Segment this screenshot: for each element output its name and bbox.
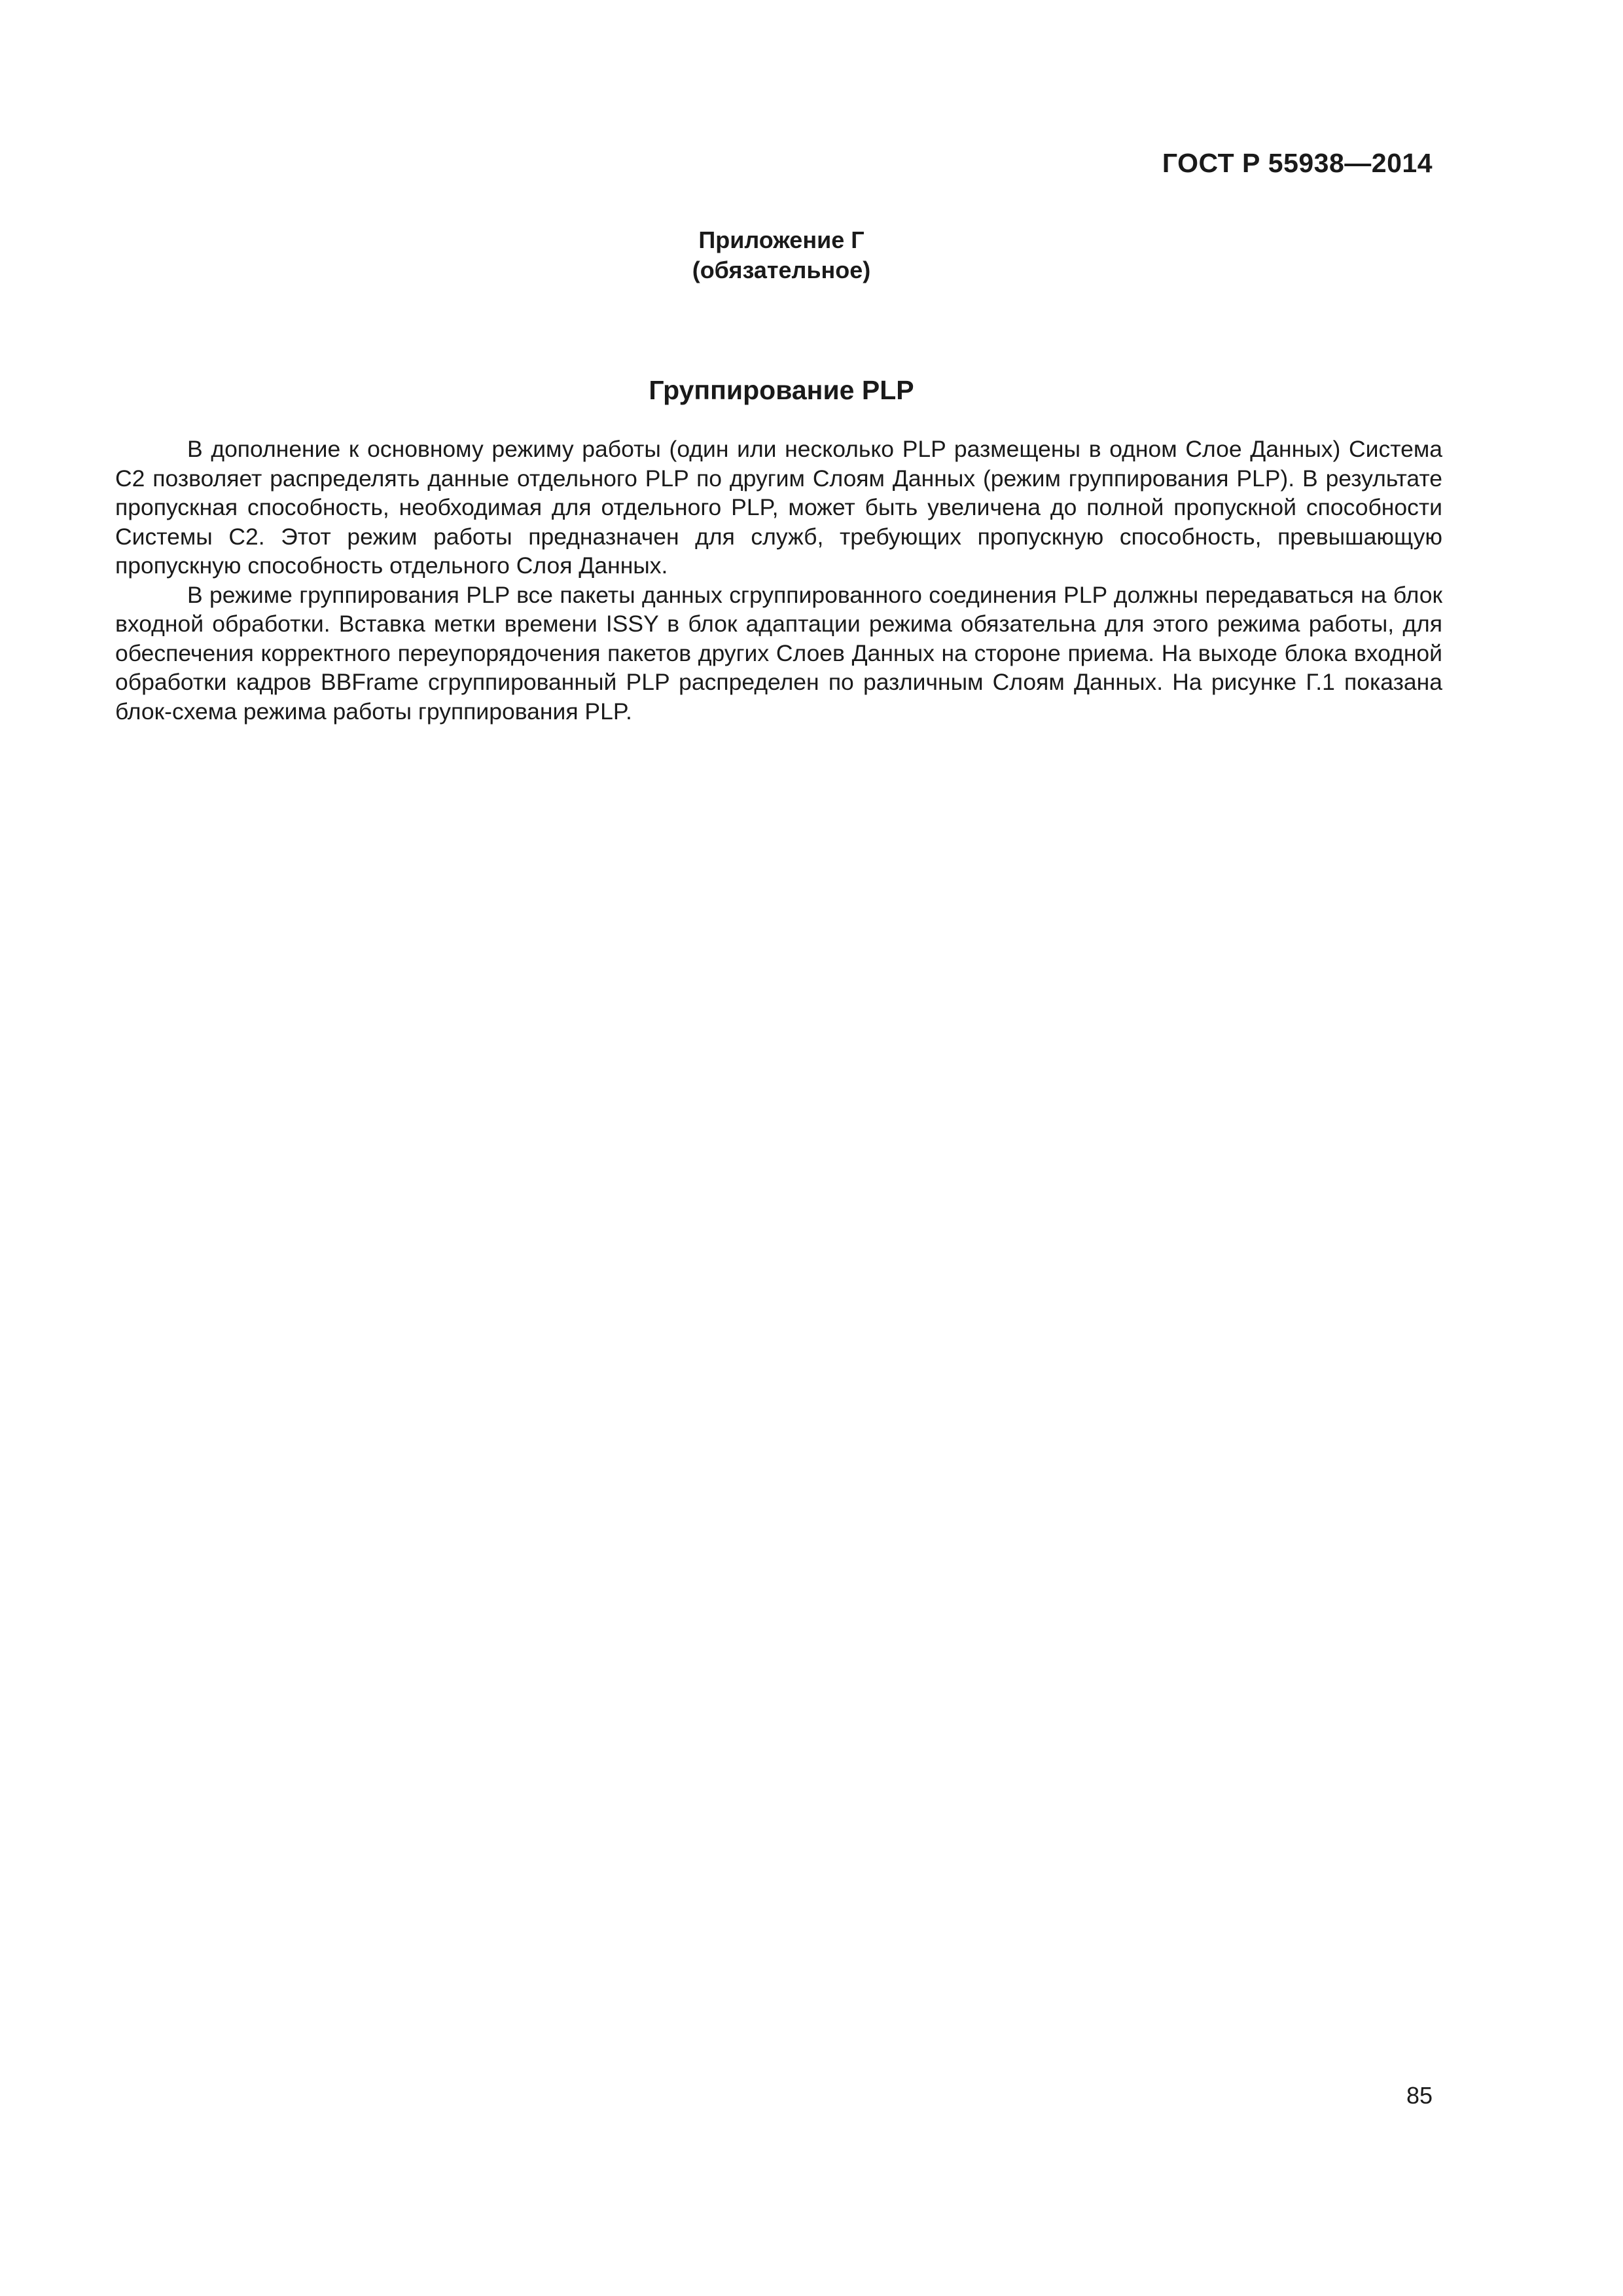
section-title: Группирование PLP	[649, 375, 914, 405]
page-number: 85	[1406, 2082, 1433, 2109]
paragraph: В дополнение к основному режиму работы (один или несколько PLP размещены в одном Слое Данных) Система С2 позволяет распределять данные отдельного PLP по другим Слоям Данных (режим группирования PLP). В результате пропускная способность, необходимая для отдельного PLP, может быть увеличена до полной пропускной способности Системы С2. Этот режим работы предназначен для служб, требующих пропускную способность, превышающую пропускную способность отдельного Слоя Данных.	[115, 436, 1442, 579]
appendix-heading	[0, 225, 1563, 285]
appendix-title: Приложение Г	[698, 226, 865, 253]
section-body	[115, 435, 1442, 726]
appendix-status: (обязательное)	[692, 257, 871, 283]
document-code: ГОСТ Р 55938—2014	[1162, 148, 1433, 178]
paragraph: В режиме группирования PLP все пакеты данных сгруппированного соединения PLP должны передаваться на блок входной обработки. Вставка метки времени ISSY в блок адаптации режима обязательна для этого режима работы, для обеспечения корректного переупорядочения пакетов других Слоев Данных на стороне приема. На выходе блока входной обработки кадров BBFrame сгруппированный PLP распределен по различным Слоям Данных. На рисунке Г.1 показана блок-схема режима работы группирования PLP.	[115, 581, 1442, 725]
